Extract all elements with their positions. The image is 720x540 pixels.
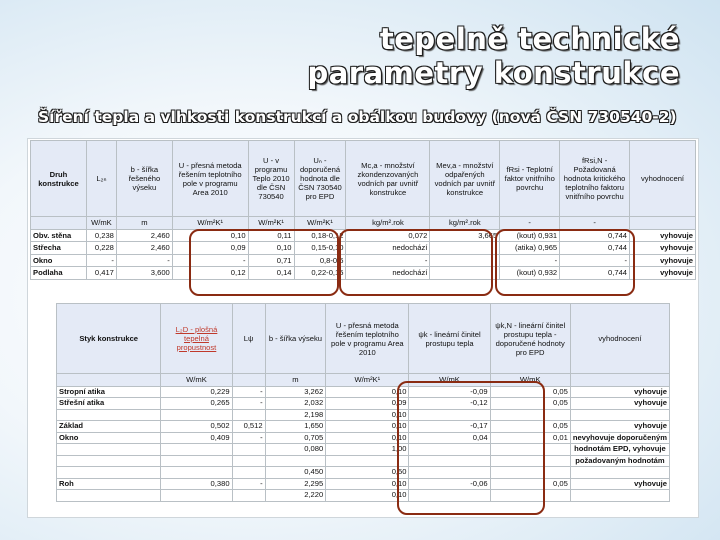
row-label	[57, 444, 161, 456]
header-l2d: L₂D - plošná tepelná propustnost	[161, 304, 232, 374]
table-cell: -	[172, 254, 248, 267]
table-cell	[409, 490, 490, 502]
table-row	[57, 490, 670, 502]
unit-cell: -	[500, 217, 560, 230]
header-u-area: U - přesná metoda řešením teplotního pole v programu Area 2010	[172, 141, 248, 217]
table-cell: (kout) 0,932	[500, 267, 560, 280]
table-cell: nedochází	[346, 267, 430, 280]
table-cell: 0,705	[265, 432, 326, 444]
table-cell: 0,238	[86, 229, 116, 242]
table-cell	[161, 455, 232, 467]
header-psi-k: ψk - lineární činitel prostupu tepla	[409, 304, 490, 374]
unit-cell: W/mK	[161, 374, 232, 387]
table-cell: 0,14	[248, 267, 294, 280]
construction-parameters-table	[30, 140, 696, 280]
table-cell: 0,05	[490, 386, 570, 398]
table-cell: 0,12	[172, 267, 248, 280]
table-cell: 0,09	[326, 398, 409, 410]
table-row	[57, 455, 670, 467]
table-cell: -	[500, 254, 560, 267]
table-cell	[409, 467, 490, 479]
table-cell: 0,380	[161, 478, 232, 490]
unit-cell: -	[560, 217, 630, 230]
table-cell	[161, 409, 232, 421]
table-cell: 0,05	[490, 478, 570, 490]
unit-cell: kg/m².rok	[430, 217, 500, 230]
slide-title: tepelně technické parametry konstrukce	[307, 22, 680, 90]
unit-cell: W/m²K¹	[326, 374, 409, 387]
table-cell: -0,06	[409, 478, 490, 490]
unit-cell: W/m²K¹	[248, 217, 294, 230]
unit-cell: W/mK	[86, 217, 116, 230]
table-cell: (kout) 0,931	[500, 229, 560, 242]
table-cell: -0,12	[409, 398, 490, 410]
header-druh-konstrukce: Druh konstrukce	[31, 141, 87, 217]
header-sirka-vyseku: b - šířka výseku	[265, 304, 326, 374]
table-row	[57, 444, 670, 456]
header-meva: Mev,a - množství odpařených vodních par uvnitř konstrukce	[430, 141, 500, 217]
unit-cell	[570, 374, 669, 387]
evaluation-cell: hodnotám EPD, vyhovuje	[570, 444, 669, 456]
table-cell: 2,460	[116, 229, 172, 242]
table-cell: 0,072	[346, 229, 430, 242]
table-row	[57, 421, 670, 433]
unit-cell: m	[265, 374, 326, 387]
thermal-bridges-table	[56, 303, 670, 502]
table-row	[31, 229, 696, 242]
table-cell: -	[232, 398, 265, 410]
table-cell: 0,22-0,15	[294, 267, 346, 280]
units-row	[31, 217, 696, 230]
header-l2n: L₂ₙ	[86, 141, 116, 217]
table-cell: 0,417	[86, 267, 116, 280]
table-cell: 0,10	[326, 386, 409, 398]
table-cell	[490, 444, 570, 456]
header-sirka: b - šířka řešeného výseku	[116, 141, 172, 217]
table-cell: 0,71	[248, 254, 294, 267]
table-cell: 3,600	[116, 267, 172, 280]
table-row	[57, 409, 670, 421]
table-cell	[232, 444, 265, 456]
header-styk-konstrukce: Styk konstrukce	[57, 304, 161, 374]
table-cell: 2,460	[116, 242, 172, 255]
unit-cell: kg/m².rok	[346, 217, 430, 230]
row-label	[57, 467, 161, 479]
table-cell: -	[232, 432, 265, 444]
table-cell: nedochází	[346, 242, 430, 255]
row-label: Základ	[57, 421, 161, 433]
table-cell: 0,09	[172, 242, 248, 255]
evaluation-cell: vyhovuje	[630, 254, 696, 267]
table-cell: 3,665	[430, 229, 500, 242]
evaluation-cell: vyhovuje	[570, 386, 669, 398]
row-label: Obv. stěna	[31, 229, 87, 242]
table-cell: 0,18-0,12	[294, 229, 346, 242]
table-cell: -	[86, 254, 116, 267]
table-cell: 0,8-0,6	[294, 254, 346, 267]
evaluation-cell: požadovaným hodnotám	[570, 455, 669, 467]
row-label: Roh	[57, 478, 161, 490]
table-cell	[490, 409, 570, 421]
evaluation-cell: nevyhovuje doporučeným	[570, 432, 669, 444]
table-cell	[409, 444, 490, 456]
row-label: Stropní atika	[57, 386, 161, 398]
unit-cell: W/m²K¹	[172, 217, 248, 230]
table-row	[57, 386, 670, 398]
table-row	[31, 242, 696, 255]
table-cell: -	[430, 267, 500, 280]
table-cell: 0,15-0,10	[294, 242, 346, 255]
table-cell: 0,11	[248, 229, 294, 242]
evaluation-cell	[570, 409, 669, 421]
row-label	[57, 455, 161, 467]
row-label: Podlaha	[31, 267, 87, 280]
table-cell: 0,10	[248, 242, 294, 255]
table-cell: 0,229	[161, 386, 232, 398]
table-cell: (atika) 0,965	[500, 242, 560, 255]
table-row	[31, 267, 696, 280]
header-frsin: fRsi,N - Požadovaná hodnota kritického teplotního faktoru vnitřního povrchu	[560, 141, 630, 217]
table-cell: 0,05	[490, 398, 570, 410]
table-cell: -0,17	[409, 421, 490, 433]
table-cell: 2,295	[265, 478, 326, 490]
table-cell: -	[346, 254, 430, 267]
table-cell: 0,01	[490, 432, 570, 444]
table-cell	[490, 467, 570, 479]
table-cell: 0,744	[560, 229, 630, 242]
table-cell: 2,032	[265, 398, 326, 410]
unit-cell: W/mK	[490, 374, 570, 387]
header-lpsi: Lψ	[232, 304, 265, 374]
unit-cell	[57, 374, 161, 387]
evaluation-cell	[570, 490, 669, 502]
table-cell	[232, 455, 265, 467]
table-cell: 0,744	[560, 242, 630, 255]
header-u-teplo: U - v programu Teplo 2010 dle ČSN 730540	[248, 141, 294, 217]
header-vyhodnoceni: vyhodnocení	[570, 304, 669, 374]
table-cell: 0,502	[161, 421, 232, 433]
table-cell	[490, 455, 570, 467]
table-cell: 0,10	[326, 421, 409, 433]
table-cell: 3,262	[265, 386, 326, 398]
unit-cell	[630, 217, 696, 230]
table-cell: -	[232, 478, 265, 490]
row-label: Střešní atika	[57, 398, 161, 410]
unit-cell	[232, 374, 265, 387]
table-cell: 0,10	[326, 490, 409, 502]
table-cell: 0,50	[326, 467, 409, 479]
evaluation-cell: vyhovuje	[630, 229, 696, 242]
table-cell	[161, 444, 232, 456]
table-cell: 0,10	[326, 478, 409, 490]
header-vyhodnoceni: vyhodnocení	[630, 141, 696, 217]
evaluation-cell	[570, 467, 669, 479]
evaluation-cell: vyhovuje	[630, 267, 696, 280]
table-cell	[490, 490, 570, 502]
unit-cell: W/m²K¹	[294, 217, 346, 230]
table-cell	[232, 490, 265, 502]
table-cell: 0,080	[265, 444, 326, 456]
header-un: Uₙ - doporučená hodnota dle ČSN 730540 pro EPD	[294, 141, 346, 217]
table-cell: -	[430, 242, 500, 255]
table-row	[57, 432, 670, 444]
table-row	[57, 398, 670, 410]
evaluation-cell: vyhovuje	[570, 398, 669, 410]
table-cell: 0,10	[326, 409, 409, 421]
table-cell: 1,00	[326, 444, 409, 456]
table-cell: 2,220	[265, 490, 326, 502]
table-cell	[265, 455, 326, 467]
table-cell: 0,409	[161, 432, 232, 444]
table-cell: 0,265	[161, 398, 232, 410]
unit-cell: W/mK	[409, 374, 490, 387]
header-u-area: U - přesná metoda řešením teplotního pole v programu Area 2010	[326, 304, 409, 374]
row-label	[57, 409, 161, 421]
header-mca: Mc,a - množství zkondenzovaných vodních par uvnitř konstrukce	[346, 141, 430, 217]
table-cell: 2,198	[265, 409, 326, 421]
table-cell: 0,512	[232, 421, 265, 433]
table-cell: -	[116, 254, 172, 267]
row-label: Střecha	[31, 242, 87, 255]
table-cell: 0,228	[86, 242, 116, 255]
table-cell	[161, 467, 232, 479]
table-cell: -0,09	[409, 386, 490, 398]
table-cell: -	[560, 254, 630, 267]
table-cell: -	[430, 254, 500, 267]
units-row	[57, 374, 670, 387]
header-psi-kn: ψk,N - lineární činitel prostupu tepla - doporučené hodnoty pro EPD	[490, 304, 570, 374]
table-cell: 0,04	[409, 432, 490, 444]
table-cell: 0,450	[265, 467, 326, 479]
table-cell: -	[232, 386, 265, 398]
table-cell	[409, 455, 490, 467]
header-frsi: fRsi - Teplotní faktor vnitřního povrchu	[500, 141, 560, 217]
evaluation-cell: vyhovuje	[630, 242, 696, 255]
table-cell	[232, 467, 265, 479]
row-label: Okno	[57, 432, 161, 444]
row-label: Okno	[31, 254, 87, 267]
table-cell: 0,05	[490, 421, 570, 433]
table-cell: 0,10	[172, 229, 248, 242]
table-row	[31, 254, 696, 267]
table-cell	[161, 490, 232, 502]
table-cell: 1,650	[265, 421, 326, 433]
table-row	[57, 467, 670, 479]
evaluation-cell: vyhovuje	[570, 421, 669, 433]
table-cell	[326, 455, 409, 467]
table-cell: 0,10	[326, 432, 409, 444]
table-row	[57, 478, 670, 490]
unit-cell	[31, 217, 87, 230]
slide-subtitle: Šíření tepla a vlhkosti konstrukcí a obálkou budovy (nová ČSN 730540-2)	[38, 108, 677, 126]
table-cell	[232, 409, 265, 421]
row-label	[57, 490, 161, 502]
evaluation-cell: vyhovuje	[570, 478, 669, 490]
unit-cell: m	[116, 217, 172, 230]
table-cell	[409, 409, 490, 421]
table-cell: 0,744	[560, 267, 630, 280]
